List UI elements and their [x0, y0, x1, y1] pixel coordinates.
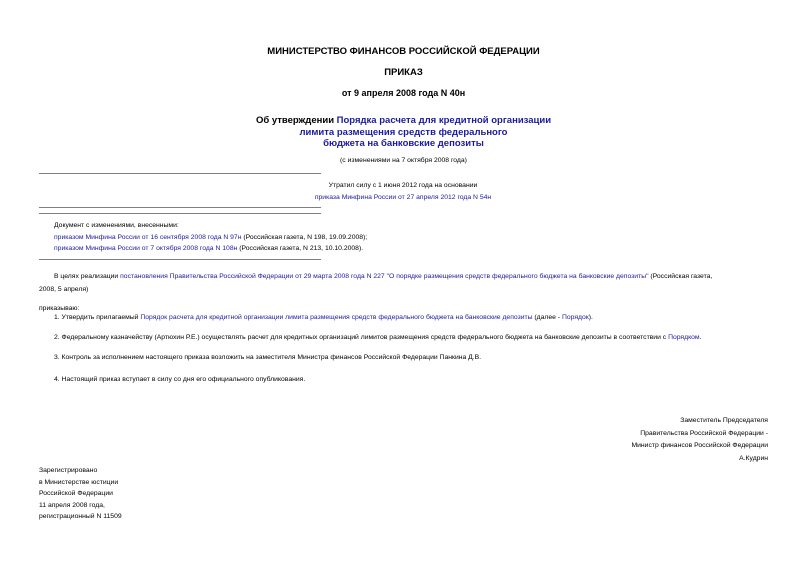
- lost-force-note: [200, 180, 606, 204]
- registration-block: [39, 465, 122, 523]
- order-item-2: [54, 331, 784, 345]
- signature-line-2: Правительства Российской Федерации -: [640, 429, 768, 437]
- lost-force-link[interactable]: приказа Минфина России от 27 апреля 2012 года N 54н: [314, 194, 492, 201]
- order-item-1: [54, 311, 784, 325]
- signature-block: [631, 415, 768, 465]
- subject-link-line3[interactable]: бюджета на банковские депозиты: [323, 138, 484, 149]
- change-link-2[interactable]: приказом Минфина России от 7 октября 2008 года N 108н: [54, 245, 238, 252]
- registration-line-4: 11 апреля 2008 года,: [39, 501, 105, 509]
- item2-end: .: [699, 334, 702, 341]
- order-item-4: 4. Настоящий приказ вступает в силу со дня его официального опубликования.: [54, 376, 306, 383]
- divider: [39, 173, 321, 174]
- item1-end: ).: [588, 314, 593, 321]
- procedure-ref-link[interactable]: Порядком: [668, 334, 700, 341]
- change-source-2: (Российская газета, N 213, 10.10.2008).: [237, 245, 364, 252]
- signature-name: А.Кудрин: [739, 454, 768, 462]
- change-link-1[interactable]: приказом Минфина России от 16 сентября 2008 года N 97н: [54, 233, 242, 241]
- item2-text: 2. Федеральному казначейству (Артюхин Р.Е.) осуществлять расчет для кредитных организаций лимитов размещения средств федерального бюджета на банковские депозиты в соответствии с: [54, 334, 669, 341]
- registration-line-2: в Министерстве юстиции: [39, 478, 119, 486]
- changes-intro: Документ с изменениями, внесенными:: [54, 222, 179, 229]
- divider: [39, 213, 321, 214]
- procedure-short-link[interactable]: Порядок: [561, 314, 589, 321]
- preamble-source: (Российская газета,: [648, 273, 713, 280]
- preamble-date: 2008, 5 апреля): [39, 286, 89, 293]
- item1-mid: (далее -: [532, 314, 562, 321]
- signature-line-3: Министр финансов Российской Федерации: [631, 442, 768, 449]
- divider: [39, 259, 321, 260]
- subject-prefix: Об утверждении: [255, 115, 337, 126]
- preamble: [54, 270, 774, 284]
- document-changes: [54, 220, 774, 255]
- changes-note: (с изменениями на 7 октября 2008 года): [340, 157, 467, 164]
- registration-line-3: Российской Федерации: [39, 490, 113, 497]
- date-number: от 9 апреля 2008 года N 40н: [341, 88, 466, 98]
- change-source-1: (Российская газета, N 198, 19.09.2008);: [241, 233, 368, 241]
- preamble-start: В целях реализации: [54, 273, 121, 280]
- document-subject: [0, 115, 807, 150]
- resolution-link[interactable]: постановления Правительства Российской Федерации от 29 марта 2008 года N 227 "О порядке размещения средств федерального бюджета на банковские депозиты": [120, 273, 649, 280]
- item1-text: 1. Утвердить прилагаемый: [54, 314, 141, 321]
- registration-line-1: Зарегистрировано: [39, 467, 98, 474]
- signature-line-1: Заместитель Председателя: [680, 417, 768, 424]
- procedure-link[interactable]: Порядок расчета для кредитной организации лимита размещения средств федерального бюджета на банковские депозиты: [140, 314, 533, 321]
- order-word: приказываю:: [39, 305, 80, 312]
- doc-type-heading: ПРИКАЗ: [384, 67, 423, 78]
- divider: [39, 207, 321, 208]
- registration-number: регистрационный N 11509: [39, 513, 122, 520]
- order-item-3: 3. Контроль за исполнением настоящего приказа возложить на заместителя Министра финансов Российской Федерации Панкина Д.В.: [54, 354, 482, 361]
- lost-force-text: Утратил силу с 1 июня 2012 года на основании: [328, 182, 478, 189]
- subject-link-line2[interactable]: лимита размещения средств федерального: [299, 126, 508, 138]
- ministry-heading: МИНИСТЕРСТВО ФИНАНСОВ РОССИЙСКОЙ ФЕДЕРАЦИИ: [267, 46, 540, 57]
- subject-link-line1[interactable]: Порядка расчета для кредитной организации: [336, 115, 552, 126]
